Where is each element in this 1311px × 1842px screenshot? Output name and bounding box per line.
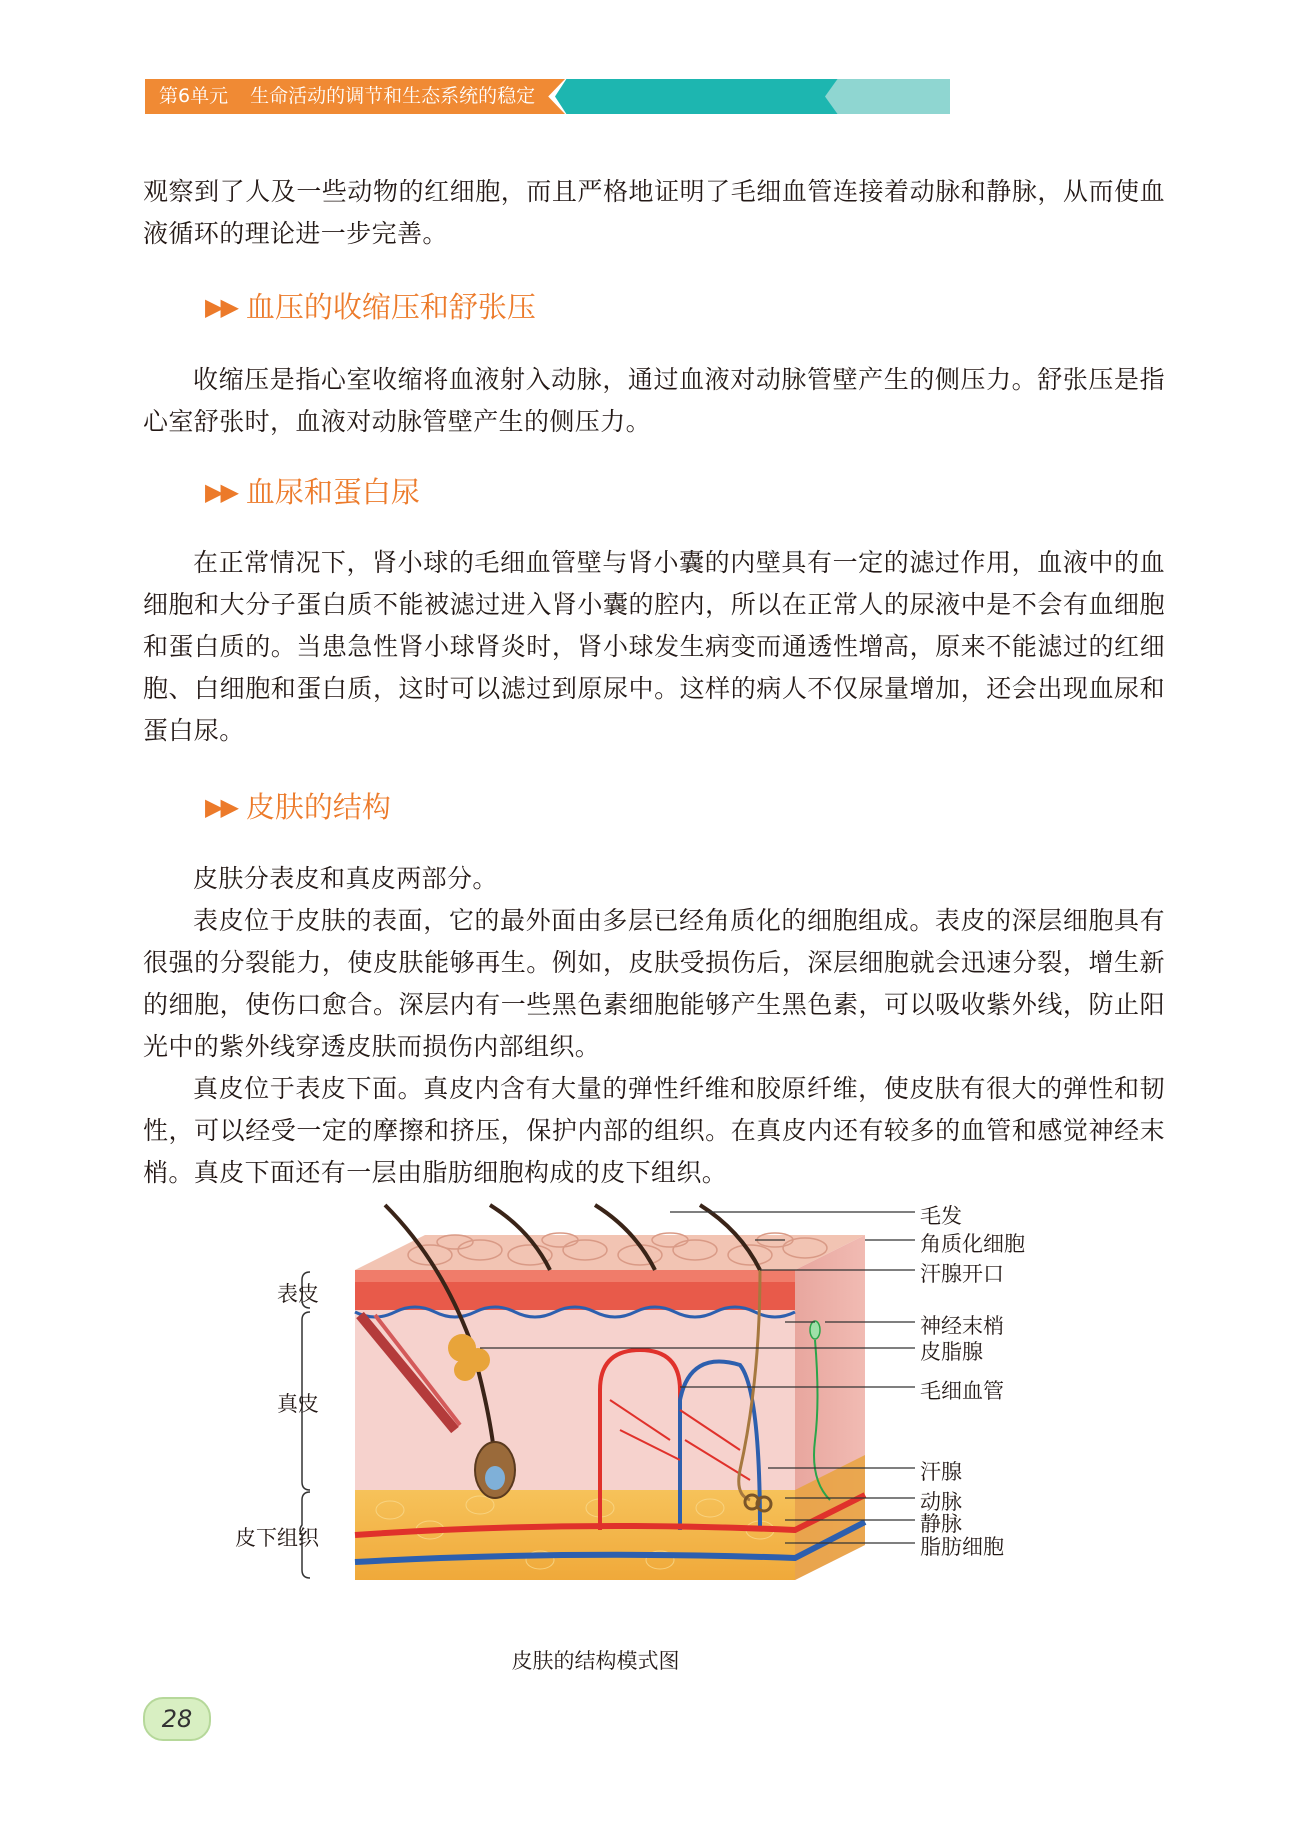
paragraph: 真皮位于表皮下面。真皮内含有大量的弹性纤维和胶原纤维，使皮肤有很大的弹性和韧性，可以经受一定的摩擦和挤压，保护内部的组织。在真皮内还有较多的血管和感觉神经末梢。真皮下面还有一层由脂肪细胞构成的皮下组织。 (143, 1074, 1165, 1187)
paragraph: 皮肤分表皮和真皮两部分。 (193, 864, 498, 893)
page-number: 28 (143, 1697, 211, 1741)
section-marker-icon: ▶▶ (205, 478, 236, 506)
label-sweat-pore: 汗腺开口 (920, 1262, 1004, 1286)
label-artery: 动脉 (920, 1490, 962, 1514)
intro-text: 观察到了人及一些动物的红细胞，而且严格地证明了毛细血管连接着动脉和静脉，从而使血液循环的理论进一步完善。 (143, 177, 1165, 248)
label-hair: 毛发 (920, 1204, 962, 1228)
paragraph: 收缩压是指心室收缩将血液射入动脉，通过血液对动脉管壁产生的侧压力。舒张压是指心室舒张时，血液对动脉管壁产生的侧压力。 (143, 365, 1165, 436)
label-vein: 静脉 (920, 1512, 962, 1536)
label-nerve-endings: 神经末梢 (920, 1314, 1004, 1338)
section-marker-icon: ▶▶ (205, 793, 236, 821)
paragraph: 表皮位于皮肤的表面，它的最外面由多层已经角质化的细胞组成。表皮的深层细胞具有很强的分裂能力，使皮肤能够再生。例如，皮肤受损伤后，深层细胞就会迅速分裂，增生新的细胞，使伤口愈合。深层内有一些黑色素细胞能够产生黑色素，可以吸收紫外线，防止阳光中的紫外线穿透皮肤而损伤内部组织。 (143, 906, 1165, 1061)
section-marker-icon: ▶▶ (205, 293, 236, 321)
dermis-layer (355, 1310, 795, 1490)
label-subcutaneous: 皮下组织 (235, 1526, 319, 1550)
label-sweat-gland: 汗腺 (920, 1460, 962, 1484)
section-heading-hematuria (205, 470, 420, 511)
section-heading-skin (205, 785, 391, 826)
section-heading-blood-pressure (205, 285, 536, 326)
header-light-segment (825, 79, 950, 114)
header-text (159, 79, 535, 114)
paragraph: 在正常情况下，肾小球的毛细血管壁与肾小囊的内壁具有一定的滤过作用，血液中的血细胞和大分子蛋白质不能被滤过进入肾小囊的腔内，所以在正常人的尿液中是不会有血细胞和蛋白质的。当患急性肾小球肾炎时，肾小球发生病变而通透性增高，原来不能滤过的红细胞、白细胞和蛋白质，这时可以滤过到原尿中。这样的病人不仅尿量增加，还会出现血尿和蛋白尿。 (143, 548, 1165, 745)
label-capillaries: 毛细血管 (920, 1379, 1004, 1403)
header-title: 生命活动的调节和生态系统的稳定 (250, 85, 536, 107)
label-keratinocytes: 角质化细胞 (920, 1232, 1025, 1256)
sebaceous-gland (454, 1359, 476, 1381)
section-title: 血尿和蛋白尿 (245, 475, 420, 509)
skin-structure-figure (235, 1200, 1060, 1630)
label-dermis: 真皮 (277, 1392, 319, 1416)
section-title: 皮肤的结构 (245, 790, 391, 824)
intro-paragraph (143, 171, 1165, 255)
label-epidermis: 表皮 (277, 1282, 319, 1306)
section-body-skin (143, 858, 1165, 1194)
section-title: 血压的收缩压和舒张压 (245, 290, 536, 324)
figure-caption-text: 皮肤的结构模式图 (511, 1649, 680, 1673)
label-sebaceous-gland: 皮脂腺 (920, 1340, 983, 1364)
header-teal-segment (555, 79, 840, 114)
subcutaneous-layer (355, 1490, 795, 1580)
section-body-blood-pressure (143, 359, 1165, 443)
label-fat-cells: 脂肪细胞 (920, 1535, 1004, 1559)
section-body-hematuria (143, 542, 1165, 752)
header-unit: 第6单元 (159, 85, 229, 107)
figure-caption (0, 1645, 1311, 1675)
